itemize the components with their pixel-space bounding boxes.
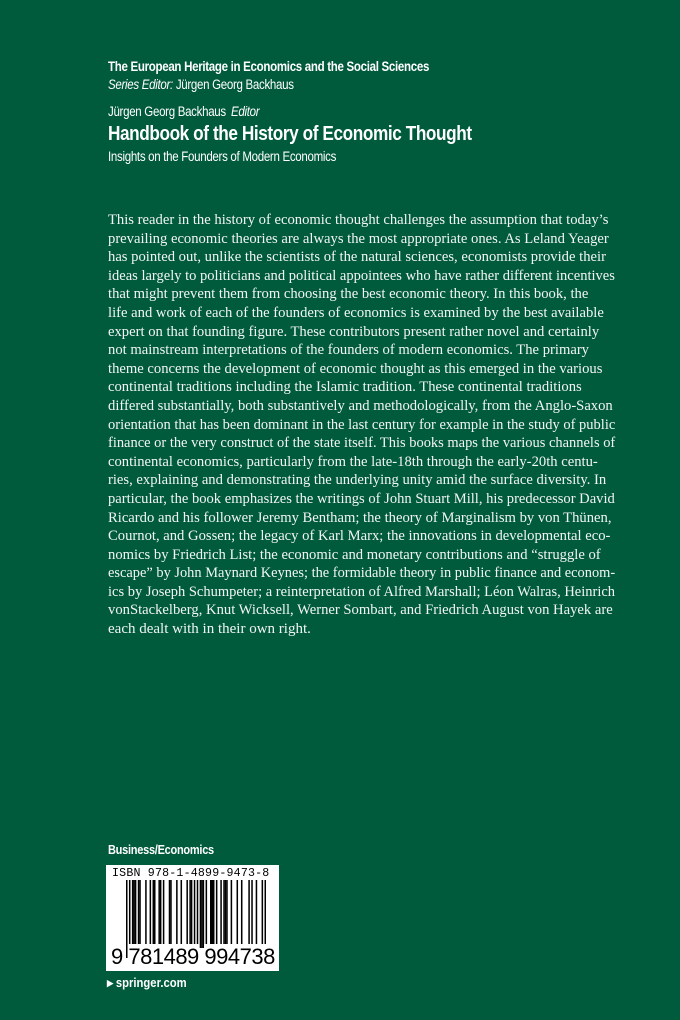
blurb-line: not mainstream interpretations of the founders of modern economics. The primary bbox=[108, 342, 590, 359]
blurb-line: continental economics, particularly from the late-18th through the early-20th centu- bbox=[108, 453, 598, 470]
blurb-line: expert on that founding figure. These contributors present rather novel and certainly bbox=[108, 323, 600, 340]
website-link[interactable] bbox=[107, 976, 187, 990]
cover-header bbox=[108, 58, 541, 165]
blurb-line: vonStackelberg, Knut Wicksell, Werner Sombart, and Friedrich August von Hayek are bbox=[108, 602, 613, 619]
blurb-line: continental traditions including the Islamic tradition. These continental traditions bbox=[108, 379, 582, 396]
blurb-line: each dealt with in their own right. bbox=[108, 621, 311, 638]
ean-digits bbox=[111, 945, 275, 969]
blurb-line: has pointed out, unlike the scientists of the natural sciences, economists provide their bbox=[108, 249, 606, 266]
ean-first-digit: 9 bbox=[111, 944, 123, 969]
website-url: springer.com bbox=[115, 976, 187, 990]
series-editor bbox=[108, 76, 480, 93]
isbn-barcode bbox=[106, 865, 279, 971]
blurb-line: that might prevent them from choosing the best economic theory. In this book, the bbox=[108, 286, 589, 303]
blurb-line: theme concerns the development of economic thought as this emerged in the various bbox=[108, 360, 603, 377]
editor-line bbox=[108, 103, 480, 120]
blurb-line: ideas largely to politicians and political appointees who have rather different incentives bbox=[108, 267, 615, 284]
book-title: Handbook of the History of Economic Thought bbox=[108, 122, 472, 145]
blurb-line: This reader in the history of economic thought challenges the assumption that today’s bbox=[108, 212, 609, 228]
book-subtitle: Insights on the Founders of Modern Economics bbox=[108, 149, 337, 164]
blurb-line: escape” by John Maynard Keynes; the formidable theory in public finance and econom- bbox=[108, 565, 616, 582]
blurb-text bbox=[108, 211, 628, 639]
ean-group-1: 781489 bbox=[128, 944, 199, 969]
blurb-line: Ricardo and his follower Jeremy Bentham; the theory of Marginalism by von Thünen, bbox=[108, 509, 612, 526]
editor-role: Editor bbox=[231, 104, 260, 119]
triangle-right-icon: ▶ bbox=[107, 978, 114, 988]
blurb-line: life and work of each of the founders of economics is examined by the best available bbox=[108, 304, 604, 321]
series-editor-label: Series Editor: bbox=[108, 77, 173, 92]
isbn-text: ISBN 978-1-4899-9473-8 bbox=[112, 867, 270, 880]
blurb-line: nomics by Friedrich List; the economic and monetary contributions and “struggle of bbox=[108, 546, 601, 563]
blurb-line: finance or the very construct of the state itself. This books maps the various channels of bbox=[108, 435, 616, 452]
blurb-line: ics by Joseph Schumpeter; a reinterpretation of Alfred Marshall; Léon Walras, Heinrich bbox=[108, 583, 616, 600]
editor-name: Jürgen Georg Backhaus bbox=[108, 104, 226, 119]
blurb-line: prevailing economic theories are always the most appropriate ones. As Leland Yeager bbox=[108, 230, 609, 247]
blurb-line: particular, the book emphasizes the writings of John Stuart Mill, his predecessor David bbox=[108, 490, 615, 507]
ean-group-2: 994738 bbox=[204, 944, 275, 969]
blurb-line: orientation that has been dominant in the last century for example in the study of public bbox=[108, 416, 616, 433]
series-editor-name: Jürgen Georg Backhaus bbox=[175, 77, 294, 92]
blurb-line: differed substantially, both substantively and methodologically, from the Anglo-Saxon bbox=[108, 397, 613, 414]
category-label: Business/Economics bbox=[108, 843, 214, 857]
blurb-line: ries, explaining and demonstrating the underlying unity amid the surface diversity. In bbox=[108, 472, 607, 489]
blurb-line: Cournot, and Gossen; the legacy of Karl Marx; the innovations in developmental eco- bbox=[108, 528, 611, 545]
series-title: The European Heritage in Economics and the Social Sciences bbox=[108, 59, 430, 74]
